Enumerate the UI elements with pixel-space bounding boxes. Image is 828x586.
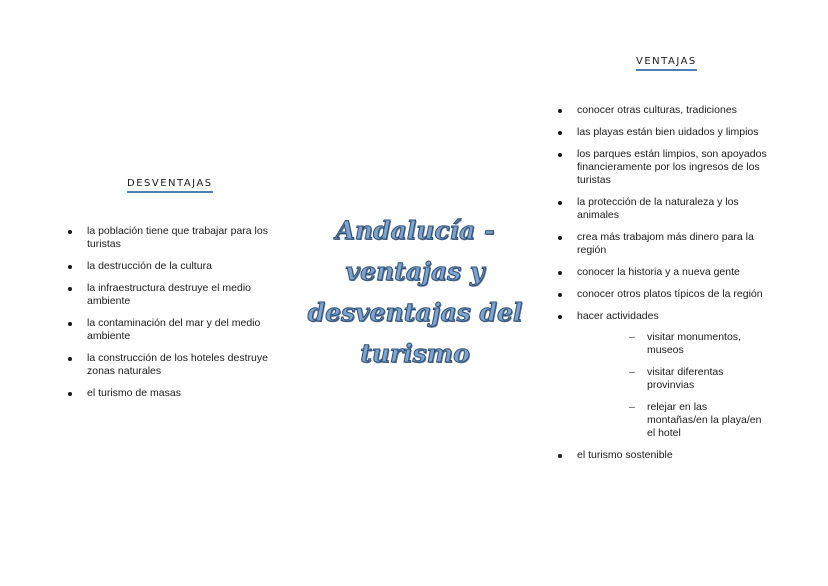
list-item: la protección de la naturaleza y los animales: [558, 196, 778, 222]
bullet-icon: [558, 271, 562, 275]
bullet-icon: [558, 201, 562, 205]
desventajas-list: [68, 225, 268, 409]
title-line: desventajas del: [307, 298, 523, 327]
title-line: turismo: [360, 339, 470, 368]
list-item: la construcción de los hoteles destruye zonas naturales: [68, 352, 268, 378]
list-item: hacer actividades – visitar monumentos, museos – visitar diferentas provinvias – relejar en las montañas/en la playa/en el hotel: [558, 310, 778, 440]
bullet-icon: [558, 236, 562, 240]
bullet-icon: [68, 392, 72, 396]
bullet-icon: [68, 230, 72, 234]
dash-icon: –: [629, 331, 635, 343]
bullet-icon: [68, 265, 72, 269]
activities-sublist: [629, 331, 769, 440]
sublist-item: – visitar diferentas provinvias: [629, 366, 724, 391]
list-item: los parques están limpios, son apoyados financieramente por los ingresos de los turistas: [558, 148, 778, 187]
list-item: el turismo de masas: [68, 387, 268, 400]
bullet-icon: [558, 454, 562, 458]
list-item: conocer la historia y a nueva gente: [558, 266, 778, 279]
title-line: Andalucía -: [335, 216, 495, 245]
bullet-icon: [68, 287, 72, 291]
sublist-item: – visitar monumentos, museos: [629, 331, 741, 356]
bullet-icon: [558, 109, 562, 113]
bullet-icon: [558, 293, 562, 297]
list-item: el turismo sostenible: [558, 449, 778, 462]
list-item: la destrucción de la cultura: [68, 260, 268, 273]
bullet-icon: [558, 315, 562, 319]
sublist-item: – relejar en las montañas/en la playa/en el hotel: [629, 401, 762, 439]
bullet-icon: [68, 322, 72, 326]
dash-icon: –: [629, 401, 635, 413]
page-title: [290, 210, 540, 374]
list-item: conocer otras culturas, tradiciones: [558, 104, 778, 117]
ventajas-list: [558, 104, 778, 471]
list-item: la infraestructura destruye el medio ambiente: [68, 282, 268, 308]
title-line: ventajas y: [345, 257, 485, 286]
desventajas-heading: DESVENTAJAS: [127, 178, 213, 193]
list-item: las playas están bien uidados y limpios: [558, 126, 778, 139]
list-item: crea más trabajom más dinero para la región: [558, 231, 778, 257]
list-item: la contaminación del mar y del medio ambiente: [68, 317, 268, 343]
list-item: conocer otros platos típicos de la región: [558, 288, 778, 301]
bullet-icon: [558, 153, 562, 157]
bullet-icon: [558, 131, 562, 135]
dash-icon: –: [629, 366, 635, 378]
bullet-icon: [68, 357, 72, 361]
list-item: la población tiene que trabajar para los turistas: [68, 225, 268, 251]
ventajas-heading: VENTAJAS: [636, 56, 697, 71]
